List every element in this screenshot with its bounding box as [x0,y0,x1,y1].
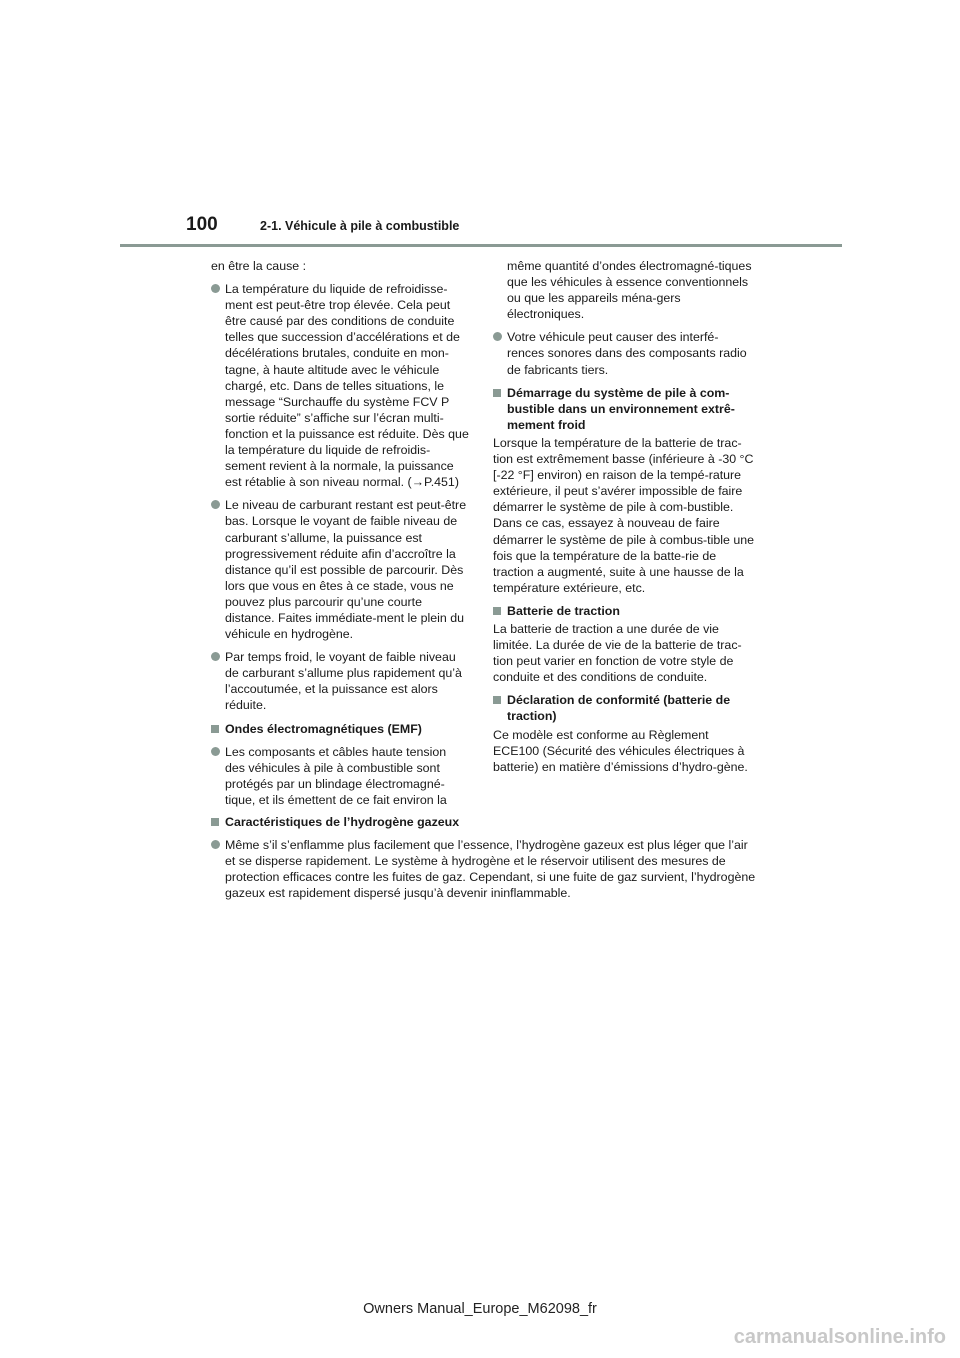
bottom-section [211,814,756,908]
heading-text: Ondes électromagnétiques (EMF) [225,721,422,736]
bullet-text: Même s’il s’enflamme plus facilement que l’essence, l’hydrogène gazeux est plus léger que l’air et se disperse rapidement. Le système à hydrogène et le réservoir utilisent des mesures de protection efficaces contre les fuites de gaz. Cependant, si une fuite de gaz survient, l’hydrogène gazeux est rapidement dispersé jusqu’à devenir ininflammable. [225,838,756,901]
list-item [211,744,469,808]
right-column [493,258,755,782]
bullet-text: Par temps froid, le voyant de faible niveau de carburant s’allume plus rapidement qu’à l’accoutumée, et la puissance est alors réduite. [225,650,462,713]
heading-text: Batterie de traction [507,603,620,618]
watermark: carmanualsonline.info [733,1326,946,1348]
left-column [211,258,469,815]
intro-text: en être la cause : [211,259,307,273]
conformity-heading [493,692,755,724]
bullet-text: Les composants et câbles haute tension des véhicules à pile à combustible sont protégés par un blindage électromagné-tique, et ils émettent de ce fait environ la [225,744,447,807]
battery-text: La batterie de traction a une durée de vie limitée. La durée de vie de la batterie de trac-tion peut varier en fonction de votre style de conduite et des conditions de conduite. [493,621,742,685]
square-bullet-icon [493,696,501,704]
header-rule [120,244,842,247]
list-item [211,497,469,642]
list-item-continued [493,258,755,322]
hydrogen-heading [211,814,756,830]
bullet-text: La température du liquide de refroidisse-ment est peut-être trop élevée. Cela peut être causé par des conditions de conduite telles que succession d’accélérations et de décélérations brutales, conduite en mon-tagne, à haute altitude avec le véhicule chargé, etc. Dans de telles situations, le message “Surchauffe du système FCV P sortie réduite” s’affiche sur l’écran multi-fonction et la puissance est réduite. Dès que la température du liquide de refroidis-sement revient à la normale, la puissance est rétablie à son niveau normal. (→P.451) [225,282,469,490]
list-item [211,837,756,901]
conformity-text: Ce modèle est conforme au Règlement ECE100 (Sécurité des véhicules électriques à batterie) en matière d’émissions d’hydro-gène. [493,727,748,774]
square-bullet-icon [211,725,219,733]
list-item [211,649,469,713]
square-bullet-icon [211,818,219,826]
page-number: 100 [186,214,218,235]
bullet-text: Votre véhicule peut causer des interfé-rences sonores dans des composants radio de fabricants tiers. [507,330,747,377]
bullet-icon [493,332,502,341]
heading-text: Démarrage du système de pile à com-bustible dans un environnement extrê-mement froid [507,385,735,432]
bullet-text: même quantité d’ondes électromagné-tiques que les véhicules à essence conventionnels ou que les appareils ména-gers électroniques. [507,259,752,322]
heading-text: Déclaration de conformité (batterie de traction) [507,693,731,724]
cold-start-heading [493,385,755,433]
bullet-icon [211,747,220,756]
section-title: 2-1. Véhicule à pile à combustible [260,219,460,233]
bullet-icon [211,500,220,509]
square-bullet-icon [493,389,501,397]
bullet-icon [211,284,220,293]
heading-text: Caractéristiques de l’hydrogène gazeux [225,815,460,829]
bullet-icon [211,652,220,661]
bullet-icon [211,840,220,849]
footer-text: Owners Manual_Europe_M62098_fr [363,1301,597,1317]
list-item [211,281,469,490]
square-bullet-icon [493,607,501,615]
emf-heading [211,721,469,737]
cold-start-text: Lorsque la température de la batterie de trac-tion est extrêmement basse (inférieure à -30 °C [-22 °F] environ) en raison de la tempé-rature extérieure, il peut s’avérer impossible de faire démarrer le système de pile à com-bustible. Dans ce cas, essayez à nouveau de faire démarrer le système de pile à combus-tible une fois que la température de la batte-rie de traction a augmenté, suite à une hausse de la température extérieure, etc. [493,435,755,595]
battery-heading [493,603,755,619]
list-item [493,329,755,377]
bullet-text: Le niveau de carburant restant est peut-être bas. Lorsque le voyant de faible niveau de carburant s’allume, la puissance est progressivement réduite afin d’accroître la distance qu’il est possible de parcourir. Dès lors que vous en êtes à ce stade, vous ne pouvez plus parcourir qu’une courte distance. Faites immédiate-ment le plein du véhicule en hydrogène. [225,498,467,642]
